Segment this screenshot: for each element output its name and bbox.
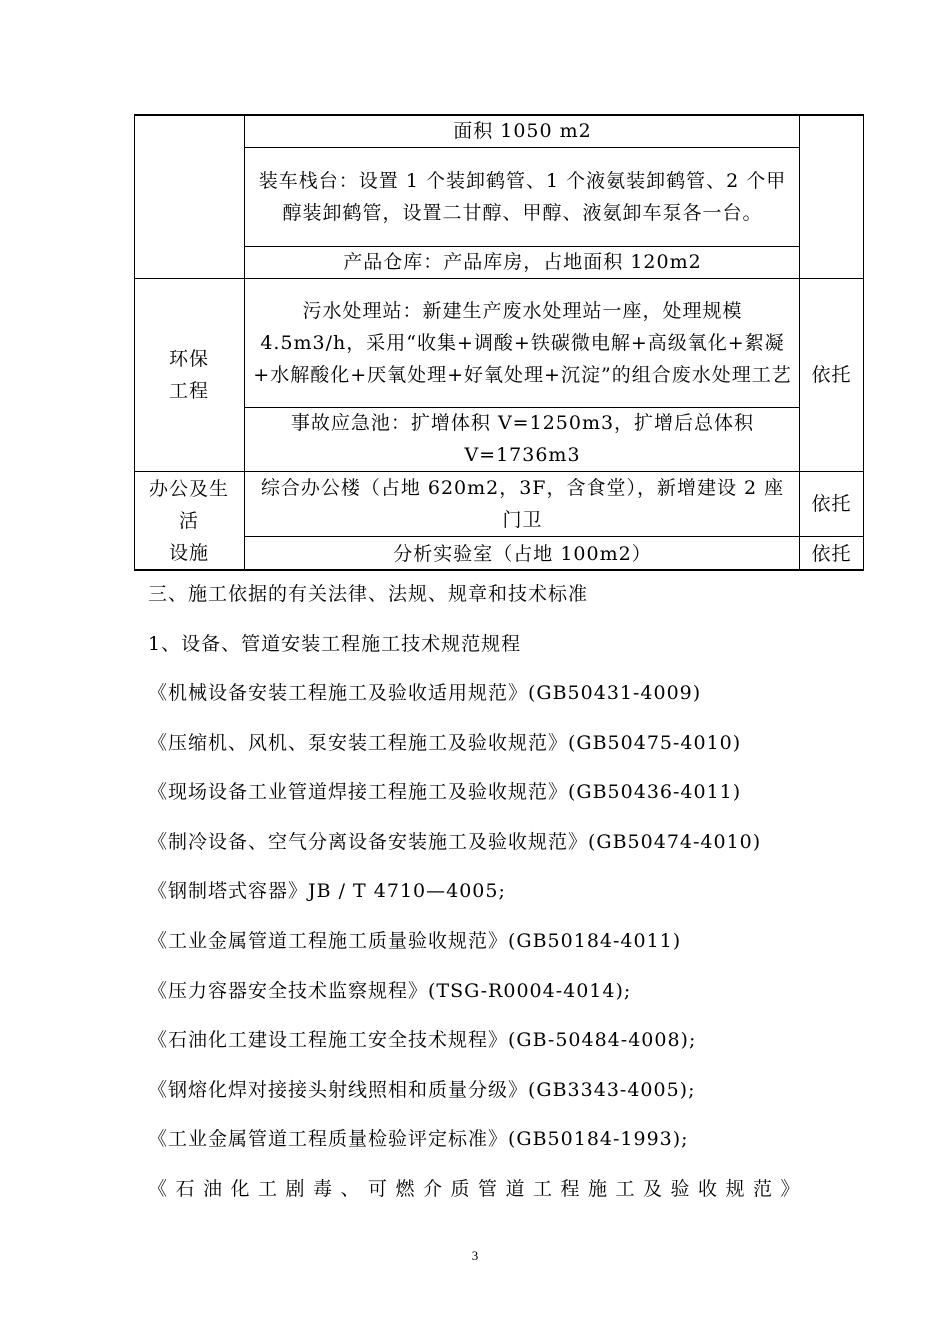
standard-item: 《石油化工建设工程施工安全技术规程》(GB-50484-4008); bbox=[148, 1029, 697, 1051]
note-cell: 依托 bbox=[811, 363, 852, 386]
category-label: 环保 工程 bbox=[168, 347, 209, 402]
standard-item: 《钢熔化焊对接接头射线照相和质量分级》(GB3343-4005); bbox=[148, 1079, 696, 1101]
col-divider bbox=[244, 114, 245, 571]
table-cell: 污水处理站：新建生产废水处理站一座，处理规模 4.5m3/h，采用“收集+调酸+铁碳微电解+高级氧化+絮凝+水解酸化+厌氧处理+好氧处理+沉淀”的组合废水处理工艺 bbox=[253, 299, 792, 386]
standard-item: 《工业金属管道工程施工质量验收规范》(GB50184-4011) bbox=[148, 930, 682, 952]
standard-item: 《现场设备工业管道焊接工程施工及验收规范》(GB50436-4011) bbox=[148, 781, 742, 803]
standard-item: 《压缩机、风机、泵安装工程施工及验收规范》(GB50475-4010) bbox=[148, 732, 742, 754]
table-cell: 产品仓库：产品库房，占地面积 120m2 bbox=[343, 251, 702, 273]
note-cell: 依托 bbox=[811, 542, 852, 565]
table-cell: 分析实验室（占地 100m2） bbox=[393, 542, 652, 565]
standard-item: 《钢制塔式容器》JB / T 4710—4005; bbox=[148, 880, 506, 902]
standard-item: 《压力容器安全技术监察规程》(TSG-R0004-4014); bbox=[148, 980, 632, 1002]
standard-item: 《工业金属管道工程质量检验评定标准》(GB50184-1993); bbox=[148, 1128, 689, 1150]
note-cell: 依托 bbox=[811, 492, 852, 515]
facilities-table bbox=[134, 114, 864, 571]
table-cell: 面积 1050 m2 bbox=[453, 119, 592, 142]
page-number: 3 bbox=[471, 1248, 479, 1263]
standard-item: 《石油化工剧毒、可燃介质管道工程施工及验收规范》 bbox=[148, 1178, 809, 1200]
standard-item: 《制冷设备、空气分离设备安装施工及验收规范》(GB50474-4010) bbox=[148, 831, 762, 853]
table-cell: 事故应急池：扩增体积 V=1250m3，扩增后总体积 V=1736m3 bbox=[290, 412, 755, 466]
table-cell: 综合办公楼（占地 620m2，3F，含食堂），新增建设 2 座门卫 bbox=[260, 476, 785, 531]
category-label: 办公及生 活 设施 bbox=[148, 478, 229, 564]
standard-item: 《机械设备安装工程施工及验收适用规范》(GB50431-4009) bbox=[148, 682, 702, 704]
table-cell: 装车栈台：设置 1 个装卸鹤管、1 个液氨装卸鹤管、2 个甲醇装卸鹤管，设置二甘醇、甲醇、液氨卸车泵各一台。 bbox=[258, 169, 787, 224]
section-heading: 三、施工依据的有关法律、法规、规章和技术标准 bbox=[148, 583, 589, 605]
subsection-heading: 1、设备、管道安装工程施工技术规范规程 bbox=[148, 633, 522, 655]
